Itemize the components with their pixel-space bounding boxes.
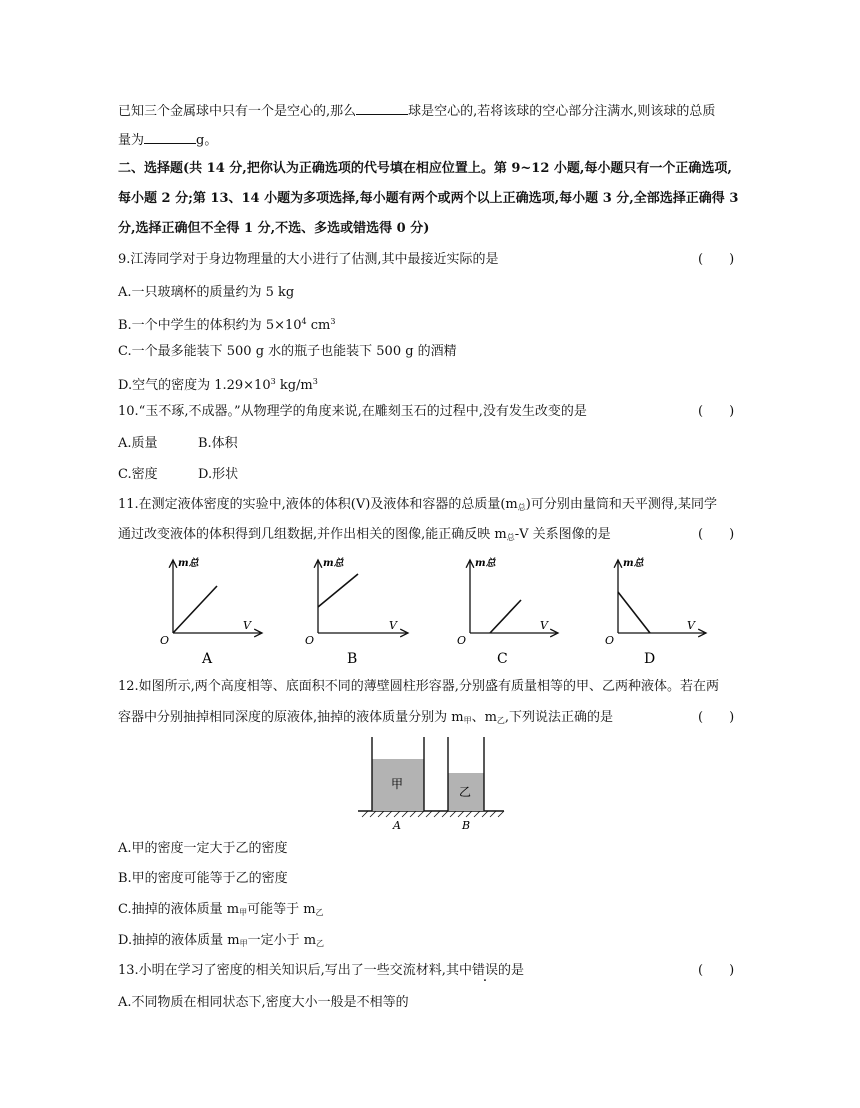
q12-d-text: D.抽掉的液体质量 m — [118, 933, 240, 948]
section2-line-1: 二、选择题(共 14 分,把你认为正确选项的代号填在相应位置上。第 9~12 小题,每小题只有一个正确选项, — [118, 161, 732, 176]
answer-blank-ball[interactable] — [356, 102, 408, 115]
q12-answer-paren[interactable]: ( ) — [698, 710, 735, 725]
q11-stem-2a: 通过改变液体的体积得到几组数据,并作出相关的图像,能正确反映 m — [118, 527, 507, 542]
q12-stem-2-sub2: 乙 — [496, 716, 505, 725]
q9-b-text: B.一个中学生的体积约为 5×10 — [118, 318, 302, 333]
q9-d-text: D.空气的密度为 1.29×10 — [118, 378, 271, 393]
q12-stem-2-sub1: 甲 — [463, 716, 472, 725]
intro-text-2b: g。 — [196, 133, 218, 148]
q11-stem-2b: -V 关系图像的是 — [514, 527, 611, 542]
q12-option-c — [118, 901, 324, 922]
q12-stem-2a: 容器中分别抽掉相同深度的原液体,抽掉的液体质量分别为 m — [118, 710, 464, 725]
q12-stem-2c: ,下列说法正确的是 — [504, 710, 614, 725]
q12-d-sub2: 乙 — [316, 939, 325, 948]
intro-line-2 — [118, 131, 217, 150]
graph-a-line — [173, 586, 217, 633]
q13-stem-a: 13.小明在学习了密度的相关知识后,写出了一些交流材料,其中 — [118, 963, 472, 978]
q12-option-b: B.甲的密度可能等于乙的密度 — [118, 871, 288, 886]
q9-b-exp: 4 — [301, 317, 307, 326]
q12-c-mid: 可能等于 m — [247, 902, 316, 917]
q11-graphs — [0, 550, 860, 670]
graph-a — [160, 557, 262, 667]
graph-b-origin: O — [305, 634, 315, 647]
container-a-label: A — [393, 819, 401, 832]
q9-d-exp: 3 — [270, 377, 276, 386]
graph-c-line — [490, 600, 521, 633]
q9-d-unit-exp: 3 — [312, 377, 318, 386]
graph-d-xlabel: V — [687, 619, 695, 632]
section2-line-3: 分,选择正确但不全得 1 分,不选、多选或错选得 0 分) — [118, 221, 430, 236]
q11-stem-1 — [118, 496, 717, 517]
q9-d-unit: kg/m — [275, 378, 313, 393]
graph-d-label: D — [644, 651, 656, 667]
q9-option-d — [118, 373, 318, 395]
intro-text-1a: 已知三个金属球中只有一个是空心的,那么 — [118, 104, 357, 119]
graph-a-origin: O — [160, 634, 170, 647]
q12-option-d — [118, 932, 324, 953]
graph-c-label: C — [497, 651, 508, 667]
answer-blank-mass[interactable] — [144, 131, 196, 144]
q10-answer-paren[interactable]: ( ) — [698, 404, 735, 419]
graph-b-line — [318, 574, 358, 607]
graph-c-xlabel: V — [540, 619, 548, 632]
container-a — [372, 737, 424, 832]
q12-c-text: C.抽掉的液体质量 m — [118, 902, 240, 917]
q10-option-b: B.体积 — [198, 436, 238, 451]
q11-stem-2-sub: 总 — [506, 533, 515, 542]
graph-d-origin: O — [605, 634, 615, 647]
intro-line-1 — [118, 102, 715, 121]
graph-a-label: A — [202, 651, 213, 667]
graph-c — [457, 557, 558, 667]
container-b-label: B — [462, 819, 471, 832]
q12-stem-2b: 、m — [471, 710, 497, 725]
q11-answer-paren[interactable]: ( ) — [698, 527, 735, 542]
q9-stem: 9.江涛同学对于身边物理量的大小进行了估测,其中最接近实际的是 — [118, 252, 499, 267]
q12-option-a: A.甲的密度一定大于乙的密度 — [118, 841, 288, 856]
q13-answer-paren[interactable]: ( ) — [698, 963, 735, 978]
liquid-yi-label: 乙 — [459, 785, 472, 799]
graph-b — [305, 557, 408, 667]
q12-stem-1: 12.如图所示,两个高度相等、底面积不同的薄壁圆柱形容器,分别盛有质量相等的甲、乙两种液体。若在两 — [118, 679, 719, 694]
liquid-jia-label: 甲 — [391, 777, 404, 791]
q13-stem — [118, 962, 524, 980]
q9-b-unit: cm — [306, 318, 331, 333]
q9-answer-paren[interactable]: ( ) — [698, 252, 735, 267]
q10-option-a: A.质量 — [118, 436, 158, 451]
graph-b-xlabel: V — [389, 619, 397, 632]
q12-d-sub1: 甲 — [239, 939, 248, 948]
graph-d-ylabel: m总 — [623, 558, 644, 569]
graph-a-xlabel: V — [243, 619, 251, 632]
q11-stem-1b: )可分别由量筒和天平测得,某同学 — [525, 497, 717, 512]
q10-option-d: D.形状 — [198, 467, 239, 482]
q13-stem-b: 的是 — [497, 963, 524, 978]
section2-line-2: 每小题 2 分;第 13、14 小题为多项选择,每小题有两个或两个以上正确选项,每小题 3 分,全部选择正确得 3 — [118, 191, 739, 206]
q12-container-diagram — [0, 733, 860, 833]
q13-stem-emphasis: 错误 — [471, 963, 498, 978]
q10-option-c: C.密度 — [118, 467, 158, 482]
graph-c-ylabel: m总 — [475, 558, 496, 569]
q9-option-c: C.一个最多能装下 500 g 水的瓶子也能装下 500 g 的酒精 — [118, 344, 457, 359]
q9-option-a: A.一只玻璃杯的质量约为 5 kg — [118, 285, 295, 300]
q11-stem-1a: 11.在测定液体密度的实验中,液体的体积(V)及液体和容器的总质量(m — [118, 497, 518, 512]
intro-text-2a: 量为 — [118, 133, 145, 148]
graph-b-label: B — [347, 651, 358, 667]
q12-c-sub1: 甲 — [239, 908, 248, 917]
graph-c-origin: O — [457, 634, 467, 647]
q11-stem-1-sub: 总 — [517, 503, 526, 512]
ground-hatching — [362, 811, 504, 817]
graph-d-line — [618, 592, 650, 633]
container-b — [448, 737, 484, 832]
q12-stem-2 — [118, 709, 613, 730]
q13-option-a: A.不同物质在相同状态下,密度大小一般是不相等的 — [118, 995, 409, 1010]
q10-stem: 10.“玉不琢,不成器。”从物理学的角度来说,在雕刻玉石的过程中,没有发生改变的是 — [118, 404, 587, 419]
q9-option-b — [118, 313, 335, 335]
q11-stem-2 — [118, 526, 611, 547]
q12-c-sub2: 乙 — [315, 908, 324, 917]
q9-b-unit-exp: 3 — [330, 317, 336, 326]
intro-text-1b: 球是空心的,若将该球的空心部分注满水,则该球的总质 — [408, 104, 716, 119]
graph-d — [605, 557, 706, 667]
graph-b-ylabel: m总 — [323, 558, 344, 569]
q12-d-mid: 一定小于 m — [247, 933, 317, 948]
graph-a-ylabel: m总 — [178, 558, 199, 569]
